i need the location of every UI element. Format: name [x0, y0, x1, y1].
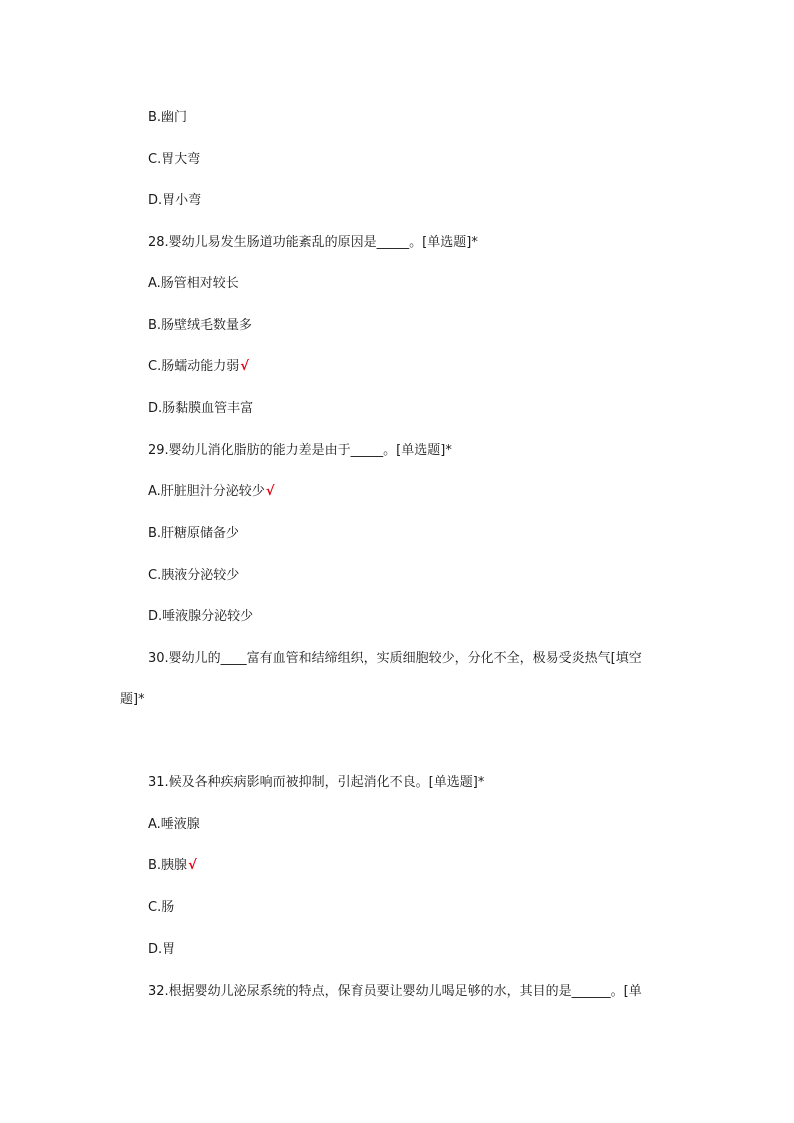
option-text: B.胰腺	[148, 858, 188, 873]
question-28-option-a: A.肠管相对较长	[148, 276, 239, 291]
question-29-option-a	[148, 482, 274, 502]
option-c-greater-curvature: C.胃大弯	[148, 152, 201, 167]
question-29-option-b: B.肝糖原储备少	[148, 526, 240, 541]
question-30: 30.婴幼儿的____富有血管和结缔组织，实质细胞较少，分化不全，极易受炎热气[填空	[148, 651, 642, 666]
question-28-option-d: D.肠黏膜血管丰富	[148, 401, 254, 416]
question-29: 29.婴幼儿消化脂肪的能力差是由于_____。[单选题]*	[148, 443, 452, 458]
question-31-option-a: A.唾液腺	[148, 817, 200, 832]
question-28: 28.婴幼儿易发生肠道功能紊乱的原因是_____。[单选题]*	[148, 235, 478, 250]
question-28-option-c	[148, 357, 249, 377]
correct-check-icon: √	[240, 359, 249, 374]
option-d-lesser-curvature: D.胃小弯	[148, 193, 202, 208]
question-30-continuation: 题]*	[120, 692, 145, 707]
correct-check-icon: √	[188, 858, 197, 873]
option-b-pylorus: B.幽门	[148, 110, 188, 125]
question-31-option-d: D.胃	[148, 942, 176, 957]
question-29-option-d: D.唾液腺分泌较少	[148, 609, 254, 624]
correct-check-icon: √	[265, 484, 275, 499]
option-text: C.肠蠕动能力弱	[148, 359, 240, 374]
option-text: A.肝脏胆汁分泌较少	[148, 484, 265, 499]
question-28-option-b: B.肠壁绒毛数量多	[148, 318, 253, 333]
question-29-option-c: C.胰液分泌较少	[148, 568, 240, 583]
question-31: 31.候及各种疾病影响而被抑制，引起消化不良。[单选题]*	[148, 775, 485, 790]
question-31-option-b	[148, 856, 197, 876]
question-32: 32.根据婴幼儿泌尿系统的特点，保育员要让婴幼儿喝足够的水，其目的是______。[单	[148, 984, 642, 999]
question-31-option-c: C.肠	[148, 900, 175, 915]
